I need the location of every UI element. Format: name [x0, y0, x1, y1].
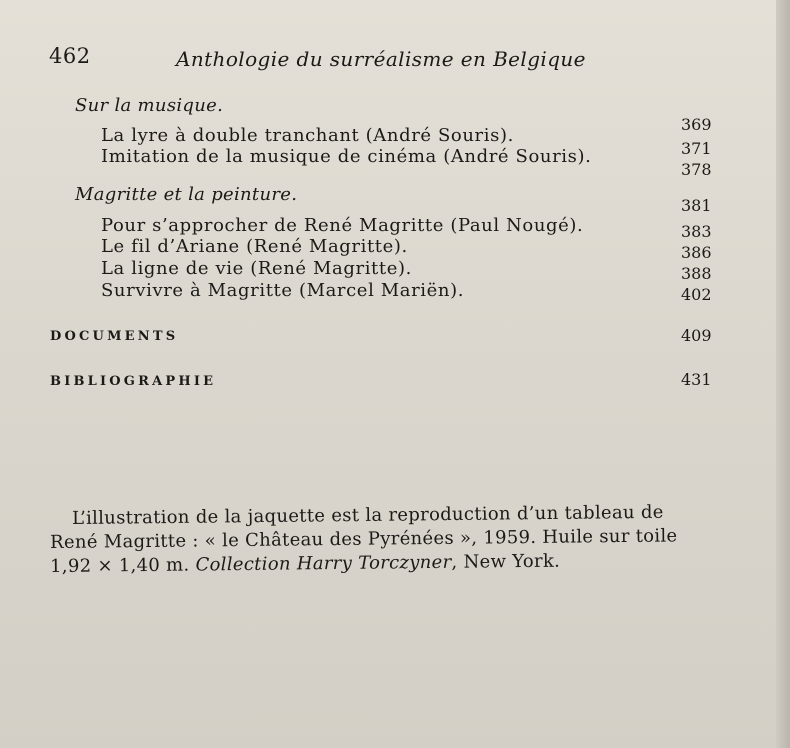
section-page: 369 — [681, 115, 712, 134]
caption-text: , New York. — [451, 550, 561, 573]
toc-entry: La ligne de vie (René Magritte). — [101, 258, 412, 279]
documents-heading: DOCUMENTS — [50, 329, 179, 344]
toc-entry-page: 383 — [681, 222, 712, 241]
section-page: 381 — [681, 196, 712, 215]
caption-collection: Collection Harry Torczyner — [195, 551, 452, 576]
caption-line: René Magritte : « le Château des Pyrénées », 1959. Huile sur toile — [50, 525, 678, 553]
section-title: Sur la musique. — [75, 95, 224, 116]
toc-entry: Le fil d’Ariane (René Magritte). — [101, 236, 408, 257]
toc-entry: Survivre à Magritte (Marcel Mariën). — [101, 280, 465, 301]
caption-text: 1,92 × 1,40 m. — [50, 554, 196, 577]
toc-entry: La lyre à double tranchant (André Souris). — [101, 125, 514, 146]
documents-page: 409 — [681, 326, 712, 345]
toc-entry-page: 371 — [681, 139, 712, 158]
toc-entry-page: 378 — [681, 160, 712, 179]
toc-entry-page: 388 — [681, 264, 712, 283]
bibliographie-heading: BIBLIOGRAPHIE — [50, 374, 217, 389]
caption-line — [50, 551, 560, 577]
toc-entry: Imitation de la musique de cinéma (André Souris). — [101, 146, 592, 167]
page-edge — [776, 0, 790, 748]
toc-entry: Pour s’approcher de René Magritte (Paul Nougé). — [101, 215, 584, 236]
bibliographie-page: 431 — [681, 370, 712, 389]
caption-line: L’illustration de la jaquette est la reproduction d’un tableau de — [72, 501, 664, 529]
running-title: Anthologie du surréalisme en Belgique — [176, 47, 586, 71]
toc-entry-page: 402 — [681, 285, 712, 304]
section-title: Magritte et la peinture. — [75, 184, 298, 205]
toc-entry-page: 386 — [681, 243, 712, 262]
page-number: 462 — [49, 44, 91, 68]
